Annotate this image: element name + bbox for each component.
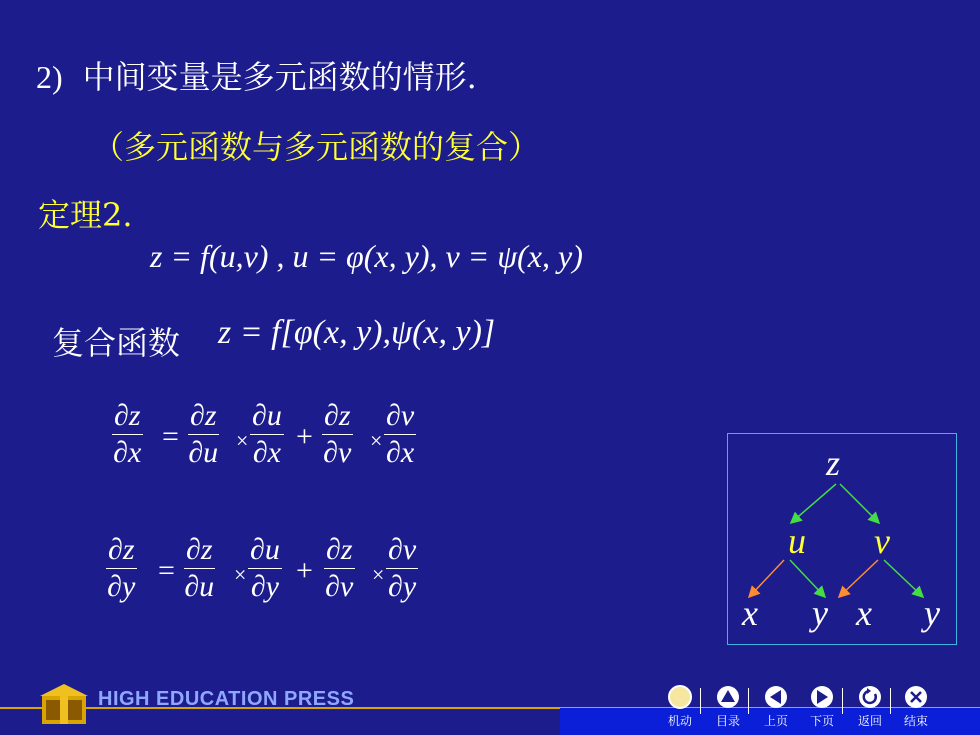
nav-prev-button[interactable]: 上页 xyxy=(756,684,796,728)
tree-leaf-y: y xyxy=(812,593,828,633)
nav-return-button[interactable]: 返回 xyxy=(850,684,890,728)
plus-sign: + xyxy=(296,554,313,587)
section-title: 中间变量是多元函数的情形. xyxy=(82,58,477,96)
fraction-du-dy: $\frac{\partial u}{\partial y}$ xyxy=(250,533,280,603)
times-sign: × xyxy=(234,562,247,587)
tree-node-z: z xyxy=(826,443,841,483)
tree-node-u: u xyxy=(788,521,806,561)
arrow-v-x xyxy=(840,560,878,596)
fraction-dz-dv: $\frac{\partial z}{\partial v}$ xyxy=(325,533,354,603)
nav-jidong-button[interactable]: 机动 xyxy=(660,684,700,728)
tree-arrows xyxy=(728,434,956,644)
nav-separator xyxy=(700,688,701,714)
right-triangle-icon xyxy=(809,684,835,710)
arrow-z-v xyxy=(840,484,878,522)
nav-end-button[interactable]: 结束 xyxy=(896,684,936,728)
tree-leaf-x: x xyxy=(856,593,872,633)
fraction-dv-dy: $\frac{\partial v}{\partial y}$ xyxy=(388,533,417,603)
times-sign: × xyxy=(370,428,383,453)
fraction-lhs: $\frac{\partial z}{\partial y}$ xyxy=(107,533,136,603)
nav-separator xyxy=(748,688,749,714)
theorem-label: 定理2. xyxy=(38,196,133,234)
subtitle: （多元函数与多元函数的复合） xyxy=(92,128,541,166)
return-arrow-icon xyxy=(857,684,883,710)
composite-formula: z = f[φ(x, y),ψ(x, y)] xyxy=(218,314,496,351)
fraction-dz-dv: $\frac{\partial z}{\partial v}$ xyxy=(323,399,352,469)
fraction-dv-dx: $\frac{\partial v}{\partial x}$ xyxy=(386,399,415,469)
dependency-tree xyxy=(727,433,957,645)
publisher-brand: HIGH EDUCATION PRESS xyxy=(98,688,355,710)
up-triangle-icon xyxy=(715,684,741,710)
arrow-u-x xyxy=(750,560,784,596)
equals-sign: = xyxy=(162,420,179,453)
arrow-z-u xyxy=(792,484,836,522)
fraction-dz-du: $\frac{\partial z}{\partial u}$ xyxy=(184,533,215,603)
tree-leaf-y: y xyxy=(924,593,940,633)
times-sign: × xyxy=(372,562,385,587)
section-number: 2) xyxy=(36,59,63,95)
close-icon xyxy=(903,684,929,710)
function-definition: z = f(u,v) , u = φ(x, y), v = ψ(x, y) xyxy=(150,238,583,274)
tree-node-v: v xyxy=(874,521,890,561)
arrow-v-y xyxy=(884,560,922,596)
nav-separator xyxy=(890,688,891,714)
times-sign: × xyxy=(236,428,249,453)
section-heading xyxy=(36,52,477,98)
composite-label: 复合函数 xyxy=(52,324,181,362)
plus-sign: + xyxy=(296,420,313,453)
nav-toc-button[interactable]: 目录 xyxy=(708,684,748,728)
fraction-du-dx: $\frac{\partial u}{\partial x}$ xyxy=(252,399,282,469)
circle-icon xyxy=(667,684,693,710)
nav-next-button[interactable]: 下页 xyxy=(802,684,842,728)
left-triangle-icon xyxy=(763,684,789,710)
fraction-dz-du: $\frac{\partial z}{\partial u}$ xyxy=(188,399,219,469)
arrow-u-y xyxy=(790,560,824,596)
tree-leaf-x: x xyxy=(742,593,758,633)
equals-sign: = xyxy=(158,554,175,587)
fraction-lhs: $\frac{\partial z}{\partial x}$ xyxy=(113,399,142,469)
nav-separator xyxy=(842,688,843,714)
press-logo-icon xyxy=(38,682,90,726)
